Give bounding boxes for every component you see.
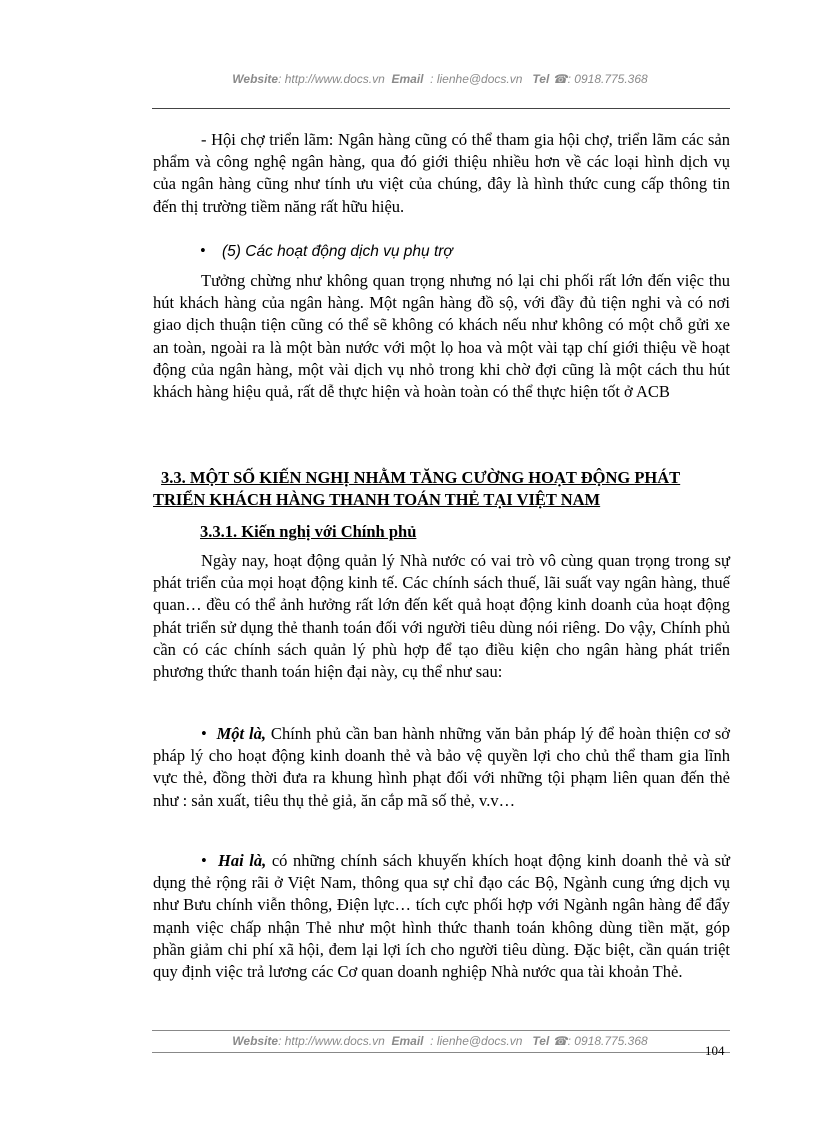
tel-label: Tel	[532, 72, 550, 86]
bullet-icon: •	[200, 241, 206, 260]
second-point-lead: Hai là,	[218, 851, 267, 870]
tel-label: Tel	[532, 1034, 550, 1048]
footer-contact	[150, 1034, 730, 1048]
second-point-text: có những chính sách khuyến khích hoạt động kinh doanh thẻ và sử dụng thẻ rộng rãi ở Việt Nam, thông qua sự chỉ đạo các Bộ, Ngành cung ứng dịch vụ như Bưu chính viễn thông, Điện lực… tích cực phối hợp với Ngành ngân hàng để đẩy mạnh việc chấp nhận Thẻ như một hình thức thanh toán không dùng tiền mặt, góp phần giảm chi phí xã hội, đem lại lợi ích cho người tiêu dùng. Đặc biệt, cần quán triệt quy định việc trả lương các Cơ quan doanh nghiệp Nhà nước qua tài khoản Thẻ.	[153, 851, 730, 982]
phone-icon: ☎	[552, 1034, 568, 1048]
tel-value: : 0918.775.368	[567, 72, 648, 86]
website-value[interactable]: : http://www.docs.vn	[278, 1034, 385, 1048]
paragraph-trade-fair: - Hội chợ triển lãm: Ngân hàng cũng có thể tham gia hội chợ, triển lãm các sản phẩm và công nghệ ngân hàng, qua đó giới thiệu nhiều hơn về các loại hình dịch vụ của ngân hàng cũng như tính ưu việt của chúng, đây là hình thức cung cấp thông tin đến thị trường tiềm năng rất hữu hiệu.	[153, 130, 730, 216]
section-heading: 3.3. MỘT SỐ KIẾN NGHỊ NHẰM TĂNG CƯỜNG HOẠT ĐỘNG PHÁT TRIỂN KHÁCH HÀNG THANH TOÁN THẺ TẠI VIỆT NAM	[153, 468, 681, 509]
website-label: Website	[232, 1034, 279, 1048]
bullet-support-services	[200, 241, 453, 261]
first-point-text: Chính phủ cần ban hành những văn bản pháp lý để hoàn thiện cơ sở pháp lý cho hoạt động kinh doanh thẻ và bảo vệ quyền lợi cho chủ thể tham gia lĩnh vực thẻ, đồng thời đưa ra khung hình phạt đối với những tội phạm liên quan đến thẻ như : sản xuất, tiêu thụ thẻ giả, ăn cắp mã số thẻ, v.v…	[153, 724, 731, 810]
header-contact	[150, 72, 730, 86]
bullet-icon: •	[201, 724, 217, 743]
tel-value: : 0918.775.368	[567, 1034, 648, 1048]
bullet-icon: •	[201, 851, 218, 870]
header-divider	[152, 108, 730, 109]
phone-icon: ☎	[552, 72, 568, 86]
footer-divider-bottom	[152, 1052, 730, 1053]
email-label: Email	[391, 72, 424, 86]
paragraph-second-point	[153, 850, 730, 983]
paragraph-first-point	[153, 723, 730, 812]
footer-divider-top	[152, 1030, 730, 1031]
email-value[interactable]: : lienhe@docs.vn	[430, 72, 523, 86]
email-value[interactable]: : lienhe@docs.vn	[430, 1034, 523, 1048]
first-point-lead: Một là,	[216, 724, 267, 743]
paragraph-support-services: Tưởng chừng như không quan trọng nhưng nó lại chi phối rất lớn đến việc thu hút khách hàng của ngân hàng. Một ngân hàng đồ sộ, với đầy đủ tiện nghi và có nơi giao dịch thuận tiện cũng có thể sẽ không có khách nếu như không có một chỗ gửi xe an toàn, ngoài ra là một bàn nước với một lọ hoa và một vài tạp chí giới thiệu về hoạt động của ngân hàng, một vài dịch vụ nhỏ trong khi chờ đợi cũng là một cách thu hút khách hàng hiệu quả, rất dễ thực hiện và hoàn toàn có thể thực hiện tốt ở ACB	[153, 271, 730, 402]
page-number: 104	[705, 1043, 725, 1058]
subsection-heading: 3.3.1. Kiến nghị với Chính phủ	[200, 522, 417, 541]
paragraph-government: Ngày nay, hoạt động quản lý Nhà nước có vai trò vô cùng quan trọng trong sự phát triển của mọi hoạt động kinh tế. Các chính sách thuế, lãi suất vay ngân hàng, thuế quan… đều có thể ảnh hưởng rất lớn đến kết quả hoạt động kinh doanh của hoạt động phát triển sử dụng thẻ thanh toán đối với người tiêu dùng nói riêng. Do vậy, Chính phủ cần có các chính sách quản lý phù hợp để tạo điều kiện cho ngân hàng phát triển phương thức thanh toán hiện đại này, cụ thể như sau:	[153, 551, 730, 682]
website-value[interactable]: : http://www.docs.vn	[278, 72, 385, 86]
bullet-support-label: (5) Các hoạt động dịch vụ phụ trợ	[222, 243, 453, 260]
email-label: Email	[391, 1034, 424, 1048]
website-label: Website	[232, 72, 279, 86]
